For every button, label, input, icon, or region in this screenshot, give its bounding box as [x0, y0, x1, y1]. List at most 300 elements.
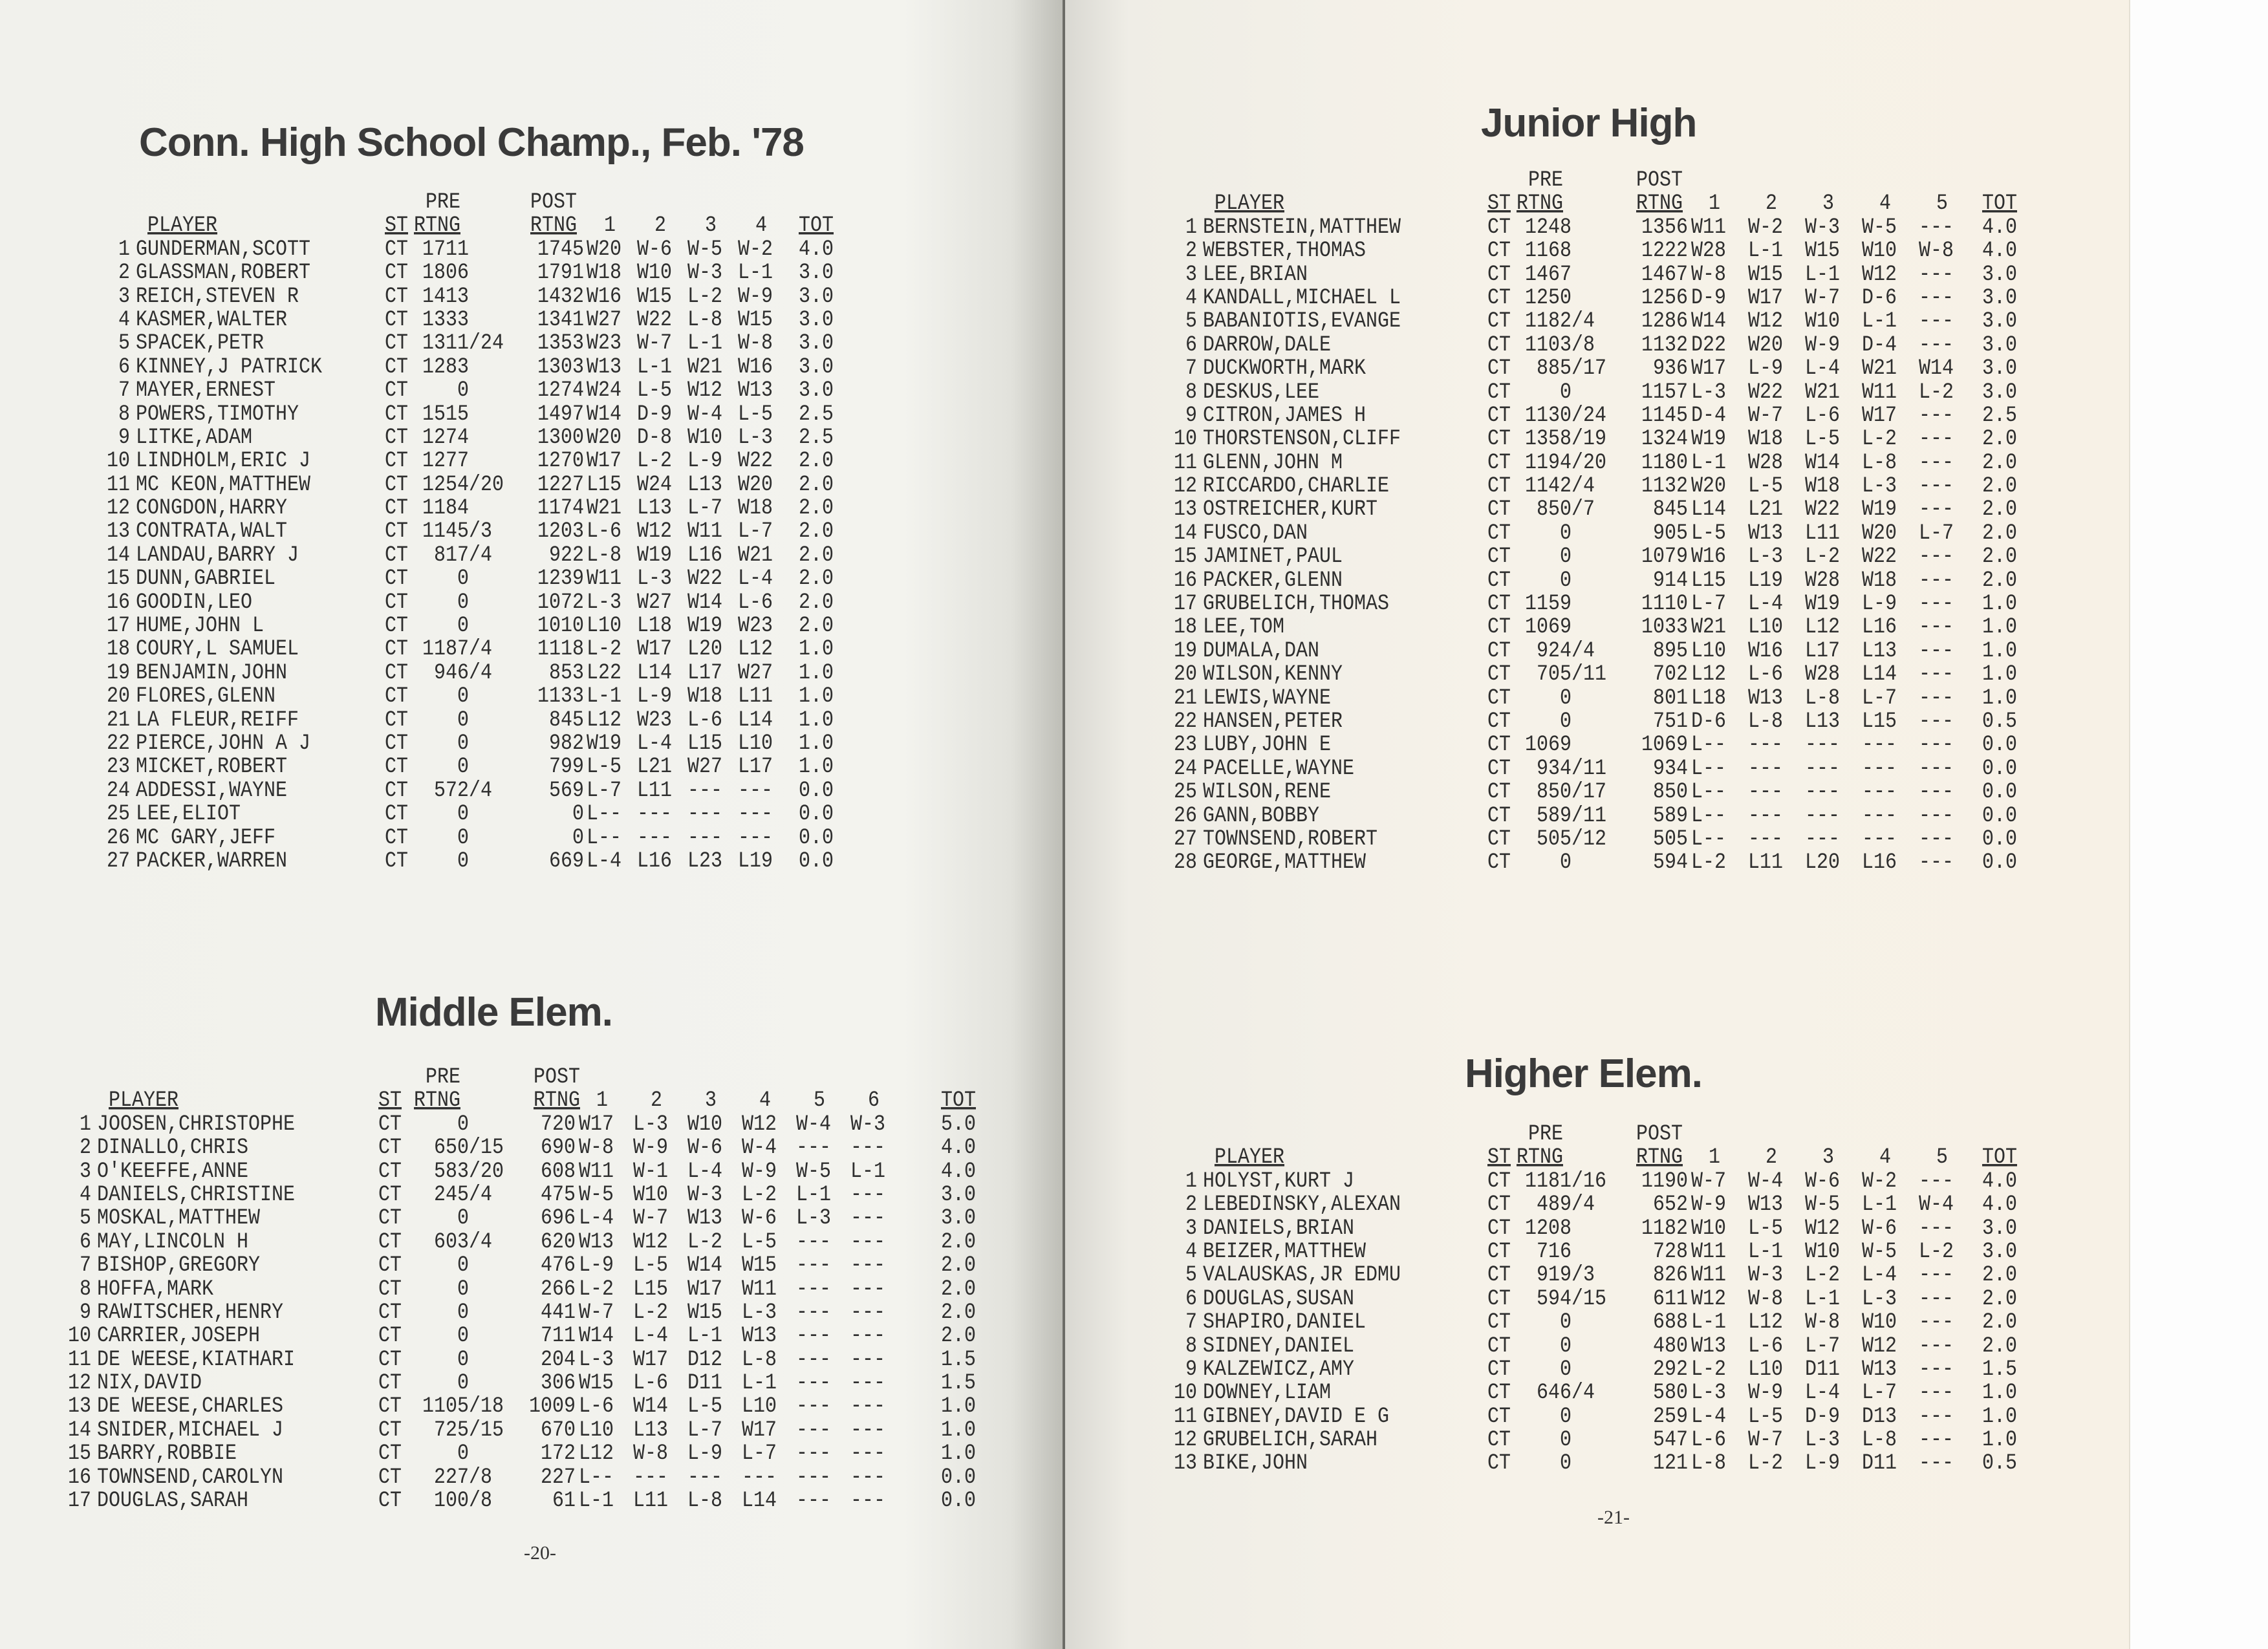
- round-result: W11: [1691, 214, 1727, 241]
- post-rating: 1174: [537, 495, 585, 521]
- col-header-round-2: 2: [1766, 1145, 1778, 1170]
- round-result: L21: [1748, 497, 1784, 523]
- round-result: L-5: [637, 378, 673, 404]
- round-result: W-9: [1691, 1192, 1727, 1218]
- total-score: 1.0: [941, 1417, 977, 1443]
- round-result: L14: [742, 1488, 777, 1514]
- player-rank: 14: [107, 543, 131, 568]
- round-result: D-9: [637, 401, 673, 427]
- round-result: W14: [579, 1323, 614, 1349]
- player-name: DOUGLAS,SARAH: [97, 1488, 249, 1514]
- round-result: L-1: [1805, 261, 1841, 287]
- pre-rating: 1181/16: [1525, 1168, 1607, 1194]
- round-result: W-4: [742, 1135, 777, 1161]
- player-rank: 7: [1185, 1310, 1198, 1335]
- round-result: L11: [1805, 521, 1841, 546]
- player-row: [1174, 426, 2047, 452]
- player-name: SHAPIRO,DANIEL: [1203, 1310, 1366, 1335]
- round-result: W-3: [1805, 214, 1841, 241]
- player-state: CT: [378, 1229, 402, 1255]
- round-result: ---: [1919, 214, 1954, 241]
- total-score: 2.0: [1982, 497, 2018, 523]
- round-result: L12: [1805, 614, 1841, 640]
- player-row: [68, 1346, 986, 1370]
- col-header-round-4: 4: [1879, 191, 1892, 217]
- round-result: W14: [633, 1394, 669, 1419]
- col-header-round-4: 4: [759, 1088, 772, 1114]
- player-name: O'KEEFFE,ANNE: [97, 1158, 249, 1184]
- pre-rating: 0: [1560, 567, 1572, 593]
- pre-rating: 1182/4: [1525, 308, 1595, 334]
- post-rating: 936: [1653, 356, 1689, 382]
- player-name: GANN,BOBBY: [1203, 803, 1320, 828]
- total-score: 5.0: [941, 1111, 977, 1137]
- player-rank: 13: [1174, 1450, 1198, 1476]
- player-rank: 27: [1174, 826, 1198, 852]
- round-result: L-5: [1748, 473, 1784, 499]
- player-name: RAWITSCHER,HENRY: [97, 1300, 284, 1326]
- total-score: 1.0: [799, 636, 834, 662]
- round-result: L-8: [1748, 709, 1784, 735]
- round-result: L-6: [1748, 662, 1784, 687]
- player-rank: 6: [1185, 1286, 1198, 1311]
- total-score: 2.0: [1982, 521, 2018, 546]
- player-name: NIX,DAVID: [97, 1370, 202, 1396]
- round-result: L-2: [1748, 1450, 1784, 1476]
- round-result: D11: [1862, 1450, 1897, 1476]
- player-state: CT: [385, 801, 409, 827]
- player-state: CT: [385, 330, 409, 356]
- player-state: CT: [1487, 1239, 1511, 1265]
- total-score: 2.0: [799, 495, 834, 521]
- pre-rating: 1711: [422, 236, 470, 263]
- player-row: [68, 1252, 986, 1278]
- col-header-round-2: 2: [654, 213, 667, 239]
- round-result: ---: [1919, 1262, 1954, 1288]
- round-result: L16: [637, 848, 673, 874]
- round-result: L--: [587, 824, 622, 850]
- total-score: 2.0: [799, 543, 834, 568]
- post-rating: 1132: [1641, 332, 1689, 358]
- round-result: W10: [1862, 238, 1897, 264]
- player-row: [107, 377, 915, 404]
- round-result: L-2: [687, 1229, 723, 1255]
- round-result: L-4: [633, 1323, 669, 1349]
- round-result: L-2: [1805, 544, 1841, 570]
- round-result: ---: [1919, 591, 1954, 617]
- player-state: CT: [1487, 709, 1511, 735]
- round-result: L-3: [1748, 544, 1784, 570]
- round-result: W-7: [1748, 1427, 1784, 1453]
- round-result: D-9: [1691, 285, 1727, 311]
- player-name: DANIELS,BRIAN: [1203, 1215, 1355, 1241]
- player-rank: 9: [118, 425, 131, 451]
- post-rating: 480: [1653, 1333, 1689, 1359]
- player-row: [107, 683, 915, 709]
- round-result: W14: [1919, 356, 1954, 382]
- round-result: ---: [1919, 1215, 1954, 1241]
- standings-table-middle-elem: [68, 1064, 986, 1514]
- round-result: L-8: [687, 307, 723, 333]
- player-rank: 8: [80, 1276, 92, 1302]
- round-result: ---: [1919, 826, 1954, 852]
- round-result: W14: [587, 401, 622, 427]
- player-name: JAMINET,PAUL: [1203, 544, 1343, 570]
- total-score: 0.5: [1982, 1450, 2018, 1476]
- total-score: 2.0: [799, 448, 834, 474]
- player-row: [1174, 1238, 2047, 1265]
- pre-rating: 1145/3: [422, 519, 493, 544]
- round-result: W21: [1862, 356, 1897, 382]
- player-state: CT: [1487, 1333, 1511, 1359]
- total-score: 2.0: [1982, 426, 2018, 452]
- round-result: W20: [1862, 521, 1897, 546]
- round-result: W11: [587, 566, 622, 592]
- player-state: CT: [385, 471, 409, 497]
- round-result: L-1: [742, 1370, 777, 1396]
- round-result: ---: [738, 777, 773, 804]
- round-result: ---: [1919, 308, 1954, 334]
- round-result: ---: [1919, 850, 1954, 876]
- round-result: L-1: [687, 330, 723, 356]
- round-result: W11: [742, 1276, 777, 1302]
- post-rating: 905: [1653, 521, 1689, 546]
- player-state: CT: [1487, 285, 1511, 311]
- round-result: L16: [687, 543, 723, 568]
- pre-rating: 0: [457, 1346, 470, 1372]
- round-result: W-8: [1691, 261, 1727, 287]
- round-result: ---: [1919, 1427, 1954, 1453]
- player-rank: 9: [1185, 1357, 1198, 1383]
- total-score: 1.0: [1982, 1403, 2018, 1429]
- round-result: W12: [742, 1111, 777, 1137]
- round-result: L21: [637, 754, 673, 780]
- player-rank: 4: [118, 307, 131, 333]
- player-name: KASMER,WALTER: [136, 307, 288, 333]
- player-rank: 2: [80, 1135, 92, 1161]
- player-name: MC KEON,MATTHEW: [136, 471, 311, 497]
- round-result: ---: [1919, 497, 1954, 523]
- round-result: ---: [796, 1253, 832, 1278]
- post-rating: 1079: [1641, 544, 1689, 570]
- round-result: L-2: [587, 636, 622, 662]
- total-score: 3.0: [1982, 356, 2018, 382]
- round-result: ---: [796, 1300, 832, 1326]
- player-rank: 3: [1185, 261, 1198, 287]
- round-result: ---: [850, 1205, 886, 1231]
- standings-table-high-school: [107, 189, 915, 874]
- round-result: W-8: [579, 1135, 614, 1161]
- player-state: CT: [1487, 214, 1511, 241]
- round-result: L20: [687, 636, 723, 662]
- post-rating: 227: [541, 1464, 576, 1490]
- round-result: W-4: [687, 401, 723, 427]
- round-result: L-6: [587, 519, 622, 544]
- player-name: DOUGLAS,SUSAN: [1203, 1286, 1355, 1311]
- pre-rating: 1277: [422, 448, 470, 474]
- round-result: L15: [1691, 567, 1727, 593]
- round-result: W-2: [738, 236, 773, 263]
- player-rank: 2: [118, 260, 131, 286]
- player-state: CT: [385, 307, 409, 333]
- player-name: GEORGE,MATTHEW: [1203, 850, 1366, 876]
- round-result: ---: [1748, 803, 1784, 828]
- round-result: ---: [850, 1488, 886, 1514]
- round-result: L-8: [1691, 1450, 1727, 1476]
- post-rating: 799: [549, 754, 585, 780]
- round-result: L-1: [738, 260, 773, 286]
- post-rating: 826: [1653, 1262, 1689, 1288]
- pre-rating: 1168: [1525, 238, 1572, 264]
- total-score: 4.0: [799, 236, 834, 263]
- player-name: MC GARY,JEFF: [136, 824, 276, 850]
- round-result: L-2: [1862, 426, 1897, 452]
- player-name: TOWNSEND,CAROLYN: [97, 1464, 284, 1490]
- round-result: L-4: [1805, 1380, 1841, 1406]
- player-row: [1174, 661, 2047, 687]
- standings-table-junior-high: [1174, 167, 2047, 876]
- player-state: CT: [1487, 1403, 1511, 1429]
- player-name: DINALLO,CHRIS: [97, 1135, 249, 1161]
- player-name: DUNN,GABRIEL: [136, 566, 276, 592]
- col-header-round-4: 4: [755, 213, 768, 239]
- round-result: L-7: [1919, 521, 1954, 546]
- player-name: PACKER,GLENN: [1203, 567, 1343, 593]
- player-state: CT: [378, 1135, 402, 1161]
- post-rating: 0: [572, 801, 585, 827]
- total-score: 0.0: [799, 848, 834, 874]
- player-row: [1174, 1191, 2047, 1218]
- round-result: W14: [1691, 308, 1727, 334]
- total-score: 2.0: [1982, 473, 2018, 499]
- round-result: ---: [796, 1323, 832, 1349]
- player-row: [107, 307, 915, 333]
- round-result: W12: [633, 1229, 669, 1255]
- round-result: L-8: [1805, 685, 1841, 711]
- player-state: CT: [385, 448, 409, 474]
- pre-rating: 716: [1537, 1239, 1572, 1265]
- round-result: ---: [1919, 1310, 1954, 1335]
- player-rank: 23: [107, 754, 131, 780]
- player-row: [68, 1464, 986, 1490]
- round-result: L-3: [1805, 1427, 1841, 1453]
- player-row: [107, 518, 915, 544]
- round-result: ---: [1919, 638, 1954, 664]
- player-state: CT: [385, 519, 409, 544]
- player-rank: 21: [107, 707, 131, 733]
- player-row: [1174, 1286, 2047, 1309]
- round-result: W22: [1862, 544, 1897, 570]
- player-name: LEE,BRIAN: [1203, 261, 1308, 287]
- player-row: [1174, 1403, 2047, 1427]
- round-result: ---: [633, 1464, 669, 1490]
- player-rank: 11: [1174, 449, 1198, 475]
- round-result: L-4: [1691, 1403, 1727, 1429]
- total-score: 1.5: [1982, 1357, 2018, 1383]
- player-state: CT: [385, 636, 409, 662]
- player-name: CONGDON,HARRY: [136, 495, 288, 521]
- pre-rating: 1208: [1525, 1215, 1572, 1241]
- round-result: ---: [796, 1346, 832, 1372]
- round-result: L10: [742, 1394, 777, 1419]
- round-result: D11: [1805, 1357, 1841, 1383]
- player-state: CT: [385, 707, 409, 733]
- total-score: 3.0: [799, 307, 834, 333]
- total-score: 3.0: [941, 1182, 977, 1208]
- total-score: 2.0: [1982, 1286, 2018, 1311]
- player-rank: 20: [1174, 662, 1198, 687]
- round-result: ---: [1919, 1168, 1954, 1194]
- player-rank: 2: [1185, 1192, 1198, 1218]
- player-rank: 10: [68, 1323, 92, 1349]
- round-result: W-2: [1862, 1168, 1897, 1194]
- post-rating: 476: [541, 1253, 576, 1278]
- total-score: 4.0: [1982, 1168, 2018, 1194]
- post-rating: 266: [541, 1276, 576, 1302]
- player-state: CT: [378, 1300, 402, 1326]
- pre-rating: 0: [1560, 850, 1572, 876]
- player-name: MOSKAL,MATTHEW: [97, 1205, 261, 1231]
- round-result: L12: [1748, 1310, 1784, 1335]
- round-result: W17: [687, 1276, 723, 1302]
- player-state: CT: [378, 1111, 402, 1137]
- total-score: 2.0: [799, 613, 834, 639]
- player-rank: 28: [1174, 850, 1198, 876]
- player-row: [1174, 590, 2047, 617]
- total-score: 1.0: [1982, 1427, 2018, 1453]
- player-rank: 8: [118, 401, 131, 427]
- post-rating: 702: [1653, 662, 1689, 687]
- total-score: 2.0: [799, 566, 834, 592]
- player-state: CT: [378, 1253, 402, 1278]
- player-row: [107, 589, 915, 615]
- player-rank: 18: [107, 636, 131, 662]
- col-header-pre: PRE: [426, 1064, 461, 1090]
- post-rating: 61: [552, 1488, 576, 1514]
- post-rating: 608: [541, 1158, 576, 1184]
- player-state: CT: [385, 260, 409, 286]
- round-result: ---: [850, 1182, 886, 1208]
- round-result: W10: [687, 425, 723, 451]
- player-row: [107, 636, 915, 662]
- player-rank: 26: [1174, 803, 1198, 828]
- total-score: 2.5: [799, 425, 834, 451]
- round-result: L-3: [1862, 473, 1897, 499]
- col-header-pre-rtng: RTNG: [1517, 191, 1564, 217]
- post-rating: 569: [549, 777, 585, 804]
- round-result: L-8: [587, 543, 622, 568]
- round-result: L18: [637, 613, 673, 639]
- round-result: ---: [796, 1441, 832, 1467]
- player-row: [1174, 520, 2047, 546]
- round-result: L-8: [1862, 1427, 1897, 1453]
- pre-rating: 0: [1560, 685, 1572, 711]
- pre-rating: 0: [457, 801, 470, 827]
- round-result: W-7: [1691, 1168, 1727, 1194]
- player-name: VALAUSKAS,JR EDMU: [1203, 1262, 1401, 1288]
- round-result: ---: [687, 801, 723, 827]
- player-rank: 18: [1174, 614, 1198, 640]
- total-score: 0.0: [1982, 755, 2018, 782]
- pre-rating: 1103/8: [1525, 332, 1595, 358]
- round-result: W13: [687, 1205, 723, 1231]
- standings-table-higher-elem: [1174, 1121, 2047, 1474]
- total-score: 4.0: [941, 1158, 977, 1184]
- player-name: CONTRATA,WALT: [136, 519, 288, 544]
- col-header-st: ST: [1487, 1145, 1511, 1170]
- round-result: D-8: [637, 425, 673, 451]
- player-state: CT: [1487, 261, 1511, 287]
- round-result: L-7: [687, 495, 723, 521]
- round-result: L-8: [687, 1488, 723, 1514]
- total-score: 2.5: [799, 401, 834, 427]
- player-row: [1174, 1168, 2047, 1194]
- col-header-round-2: 2: [651, 1088, 663, 1114]
- pre-rating: 0: [457, 824, 470, 850]
- round-result: ---: [850, 1229, 886, 1255]
- total-score: 2.0: [1982, 1262, 2018, 1288]
- pre-rating: 1274: [422, 425, 470, 451]
- player-name: GOODIN,LEO: [136, 589, 253, 615]
- round-result: L-1: [579, 1488, 614, 1514]
- post-rating: 1467: [1641, 261, 1689, 287]
- round-result: L-8: [1862, 449, 1897, 475]
- col-header-pre-rtng: RTNG: [414, 1088, 461, 1114]
- round-result: W15: [579, 1370, 614, 1396]
- round-result: W10: [1862, 1310, 1897, 1335]
- round-result: ---: [796, 1394, 832, 1419]
- col-header-pre: PRE: [1528, 167, 1564, 193]
- round-result: ---: [1919, 732, 1954, 758]
- round-result: L-3: [587, 589, 622, 615]
- round-result: L-3: [1691, 1380, 1727, 1406]
- round-result: W20: [1748, 332, 1784, 358]
- round-result: ---: [1919, 1357, 1954, 1383]
- col-header-post: POST: [1636, 167, 1683, 193]
- post-rating: 1069: [1641, 732, 1689, 758]
- round-result: L10: [1748, 614, 1784, 640]
- round-result: W-3: [687, 1182, 723, 1208]
- player-state: CT: [385, 495, 409, 521]
- player-row: [1174, 708, 2047, 735]
- player-rank: 5: [1185, 308, 1198, 334]
- player-state: CT: [1487, 1215, 1511, 1241]
- round-result: W13: [742, 1323, 777, 1349]
- post-rating: 204: [541, 1346, 576, 1372]
- round-result: L15: [587, 471, 622, 497]
- round-result: W21: [687, 354, 723, 380]
- player-name: DARROW,DALE: [1203, 332, 1332, 358]
- round-result: W13: [1748, 521, 1784, 546]
- total-score: 3.0: [1982, 285, 2018, 311]
- player-state: CT: [1487, 755, 1511, 782]
- player-name: DANIELS,CHRISTINE: [97, 1182, 296, 1208]
- pre-rating: 0: [457, 566, 470, 592]
- round-result: D11: [687, 1370, 723, 1396]
- player-name: SPACEK,PETR: [136, 330, 265, 356]
- post-rating: 853: [549, 660, 585, 686]
- total-score: 3.0: [941, 1205, 977, 1231]
- round-result: W-7: [633, 1205, 669, 1231]
- player-name: BABANIOTIS,EVANGE: [1203, 308, 1401, 334]
- player-rank: 27: [107, 848, 131, 874]
- pre-rating: 572/4: [434, 777, 493, 804]
- player-rank: 14: [68, 1417, 92, 1443]
- player-name: REICH,STEVEN R: [136, 283, 299, 309]
- col-header-st: ST: [378, 1088, 402, 1114]
- post-rating: 121: [1653, 1450, 1689, 1476]
- round-result: L-2: [1805, 1262, 1841, 1288]
